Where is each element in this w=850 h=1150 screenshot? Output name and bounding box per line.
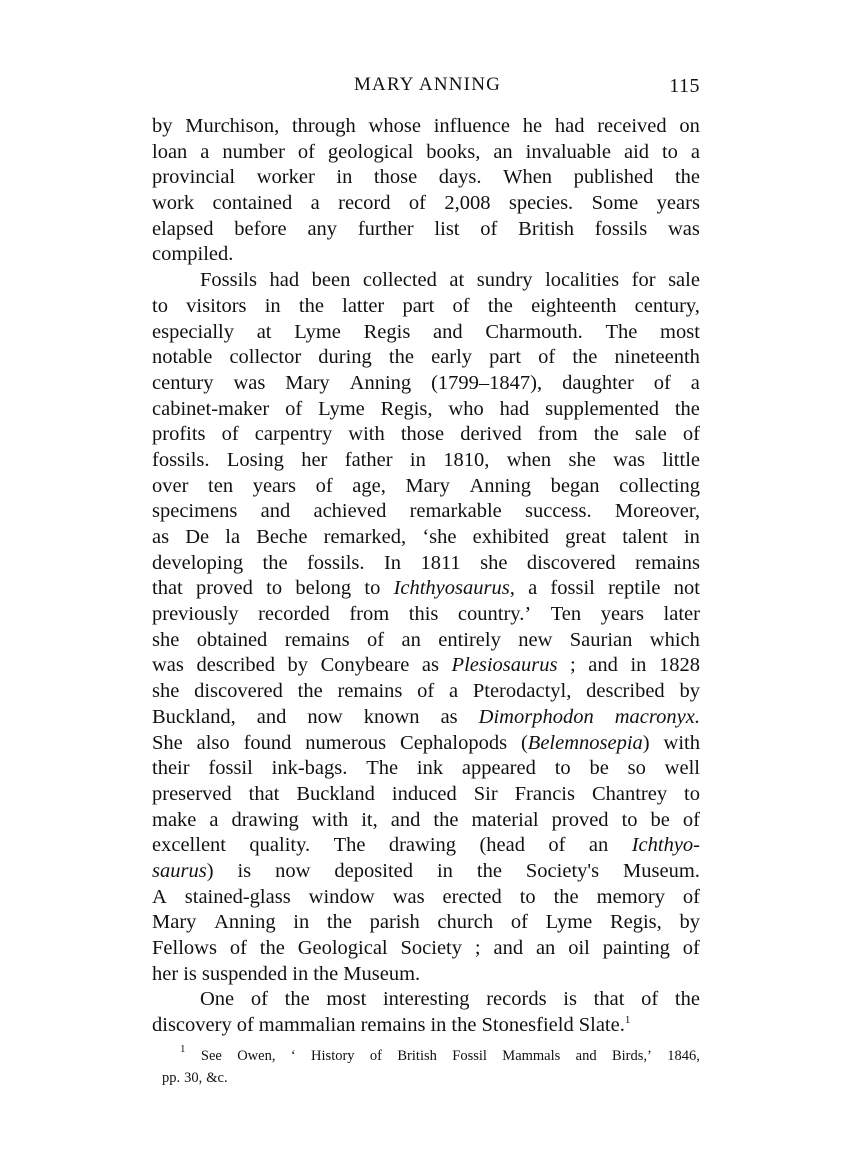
text-line: century was Mary Anning (1799–1847), daughter of a [152,371,700,394]
text-line: A stained-glass window was erected to the memory of [152,885,700,908]
page-header [155,74,700,102]
text-line: Buckland, and now known as Dimorphodon macronyx. [152,705,700,728]
text-line: cabinet-maker of Lyme Regis, who had supplemented the [152,397,700,420]
text-line: make a drawing with it, and the material proved to be of [152,808,700,831]
body-text [152,114,700,1039]
text-line: saurus) is now deposited in the Society's Museum. [152,859,700,882]
text-line: One of the most interesting records is that of the [200,988,700,1011]
text-line: that proved to belong to Ichthyosaurus, a fossil reptile not [152,577,700,600]
text-line: work contained a record of 2,008 species. Some years [152,192,700,215]
text-line: fossils. Losing her father in 1810, when she was little [152,448,700,471]
text-line: to visitors in the latter part of the eighteenth century, [152,294,700,317]
text-line: provincial worker in those days. When published the [152,166,700,189]
text-line: elapsed before any further list of British fossils was [152,217,700,240]
text-line: previously recorded from this country.’ Ten years later [152,603,700,626]
text-line: discovery of mammalian remains in the Stonesfield Slate.$^1$ [152,1014,631,1037]
text-line: over ten years of age, Mary Anning began collecting [152,474,700,497]
text-line: profits of carpentry with those derived from the sale of [152,423,700,446]
text-line: she obtained remains of an entirely new Saurian which [152,628,700,651]
text-line: she discovered the remains of a Pterodactyl, described by [152,680,700,703]
text-line: excellent quality. The drawing (head of an Ichthyo- [152,834,700,857]
text-line: by Murchison, through whose influence he had received on [152,115,700,137]
text-line: specimens and achieved remarkable success. Moreover, [152,500,700,523]
running-head: MARY ANNING [353,74,502,95]
text-line: notable collector during the early part of the nineteenth [152,346,700,369]
text-line: especially at Lyme Regis and Charmouth. The most [152,320,700,343]
text-line: Fellows of the Geological Society ; and an oil painting of [152,937,700,959]
text-line: Mary Anning in the parish church of Lyme Regis, by [152,911,700,934]
text-line: her is suspended in the Museum. [152,962,421,985]
text-line: as De la Beche remarked, ‘she exhibited great talent in [152,526,700,548]
text-line: developing the fossils. In 1811 she discovered remains [152,551,700,574]
text-line: She also found numerous Cephalopods (Belemnosepia) with [152,731,700,754]
footnote-line: $^1$ See Owen, ‘ History of British Fossil Mammals and Birds,’ 1846, [180,1043,700,1064]
footnote-line: pp. 30, &c. [162,1070,228,1086]
text-line: compiled. [152,243,234,266]
text-line: loan a number of geological books, an invaluable aid to a [152,140,700,163]
text-line: was described by Conybeare as Plesiosaurus ; and in 1828 [152,654,700,677]
text-line: preserved that Buckland induced Sir Francis Chantrey to [152,782,700,805]
footnote [162,1045,700,1089]
text-line: their fossil ink-bags. The ink appeared to be so well [152,757,700,780]
text-line: Fossils had been collected at sundry localities for sale [200,269,700,292]
page-number: 115 [669,75,700,97]
